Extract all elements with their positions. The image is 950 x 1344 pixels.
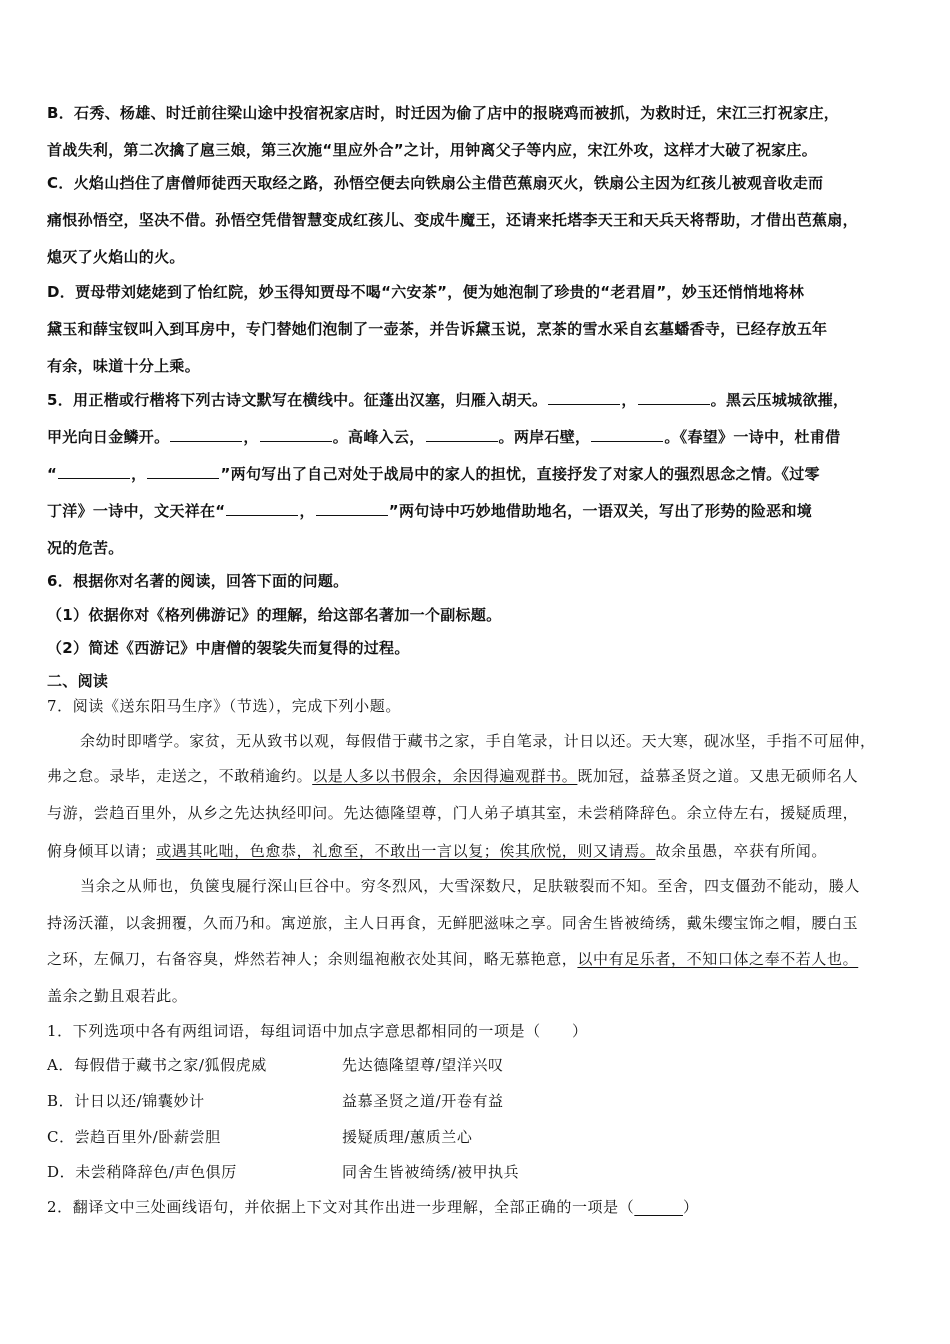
- sub1-option-c-left[interactable]: C．尝趋百里外/卧薪尝胆: [47, 1128, 221, 1146]
- sub2-stem: 2．翻译文中三处画线语句，并依据上下文对其作出进一步理解，全部正确的一项是（______）: [47, 1198, 699, 1216]
- q5-line4: 丁洋》一诗中，文天祥在“ ， ”两句诗中巧妙地借助地名，一语双关，写出了形势的险恶和境: [47, 502, 813, 520]
- sub1-option-a-left[interactable]: A．每假借于藏书之家/狐假虎威: [47, 1056, 267, 1074]
- passage-p1-line2: 弗之怠。录毕，走送之，不敢稍逾约。以是人多以书假余，余因得遍观群书。既加冠，益慕圣贤之道。又患无硕师名人: [47, 767, 859, 785]
- answer-blank[interactable]: [170, 427, 242, 442]
- q4-option-d-line3: 有余，味道十分上乘。: [47, 357, 201, 375]
- answer-blank[interactable]: [316, 501, 388, 516]
- option-label: B: [47, 104, 59, 122]
- underlined-sentence-1: 以是人多以书假余，余因得遍观群书。: [312, 767, 578, 785]
- section-heading: 二、阅读: [47, 672, 109, 690]
- q5-line1: 5．用正楷或行楷将下列古诗文默写在横线中。征蓬出汉塞，归雁入胡天。 ， 。黑云压城城欲摧，: [47, 391, 849, 409]
- answer-blank[interactable]: [147, 464, 219, 479]
- underlined-sentence-2: 或遇其叱咄，色愈恭，礼愈至，不敢出一言以复；俟其欣悦，则又请焉。: [156, 842, 656, 860]
- q4-option-c-line3: 熄灭了火焰山的火。: [47, 248, 185, 266]
- q7-title: 7．阅读《送东阳马生序》（节选），完成下列小题。: [47, 697, 401, 715]
- answer-blank[interactable]: [638, 390, 710, 405]
- sub1-option-a-right: 先达德隆望尊/望洋兴叹: [342, 1056, 504, 1074]
- passage-p1-line1: 余幼时即嗜学。家贫，无从致书以观，每假借于藏书之家，手自笔录，计日以还。天大寒，砚冰坚，手指不可屈伸，: [80, 732, 876, 750]
- passage-p1-line4: 俯身倾耳以请；或遇其叱咄，色愈恭，礼愈至，不敢出一言以复；俟其欣悦，则又请焉。故余虽愚，卒获有所闻。: [47, 842, 828, 860]
- q4-option-c-line1: C．火焰山挡住了唐僧师徒西天取经之路，孙悟空便去向铁扇公主借芭蕉扇灭火，铁扇公主因为红孩儿被观音收走而: [47, 174, 824, 192]
- q6-title: 6．根据你对名著的阅读，回答下面的问题。: [47, 572, 349, 590]
- option-label: D: [47, 283, 60, 301]
- sub1-option-b-left[interactable]: B．计日以还/锦囊妙计: [47, 1092, 205, 1110]
- passage-p1-line3: 与游，尝趋百里外，从乡之先达执经叩问。先达德隆望尊，门人弟子填其室，未尝稍降辞色。余立侍左右，援疑质理，: [47, 804, 859, 822]
- sub1-option-b-right: 益慕圣贤之道/开卷有益: [342, 1092, 504, 1110]
- sub1-option-c-right: 援疑质理/蕙质兰心: [342, 1128, 473, 1146]
- passage-p2-line4: 盖余之勤且艰若此。: [47, 987, 188, 1005]
- passage-p2-line2: 持汤沃灌，以衾拥覆，久而乃和。寓逆旅，主人日再食，无鲜肥滋味之享。同舍生皆被绮绣，戴朱缨宝饰之帽，腰白玉: [47, 914, 859, 932]
- passage-p2-line3: 之环，左佩刀，右备容臭，烨然若神人；余则缊袍敝衣处其间，略无慕艳意，以中有足乐者，不知口体之奉不若人也。: [47, 950, 859, 968]
- answer-blank[interactable]: [226, 501, 298, 516]
- q4-option-b-line1: B．石秀、杨雄、时迁前往梁山途中投宿祝家店时，时迁因为偷了店中的报晓鸡而被抓，为救时迁，宋江三打祝家庄，: [47, 104, 840, 122]
- q4-option-c-line2: 痛恨孙悟空，坚决不借。孙悟空凭借智慧变成红孩儿、变成牛魔王，还请来托塔李天王和天兵天将帮助，才借出芭蕉扇，: [47, 211, 858, 229]
- sub1-option-d-right: 同舍生皆被绮绣/被甲执兵: [342, 1163, 520, 1181]
- answer-blank[interactable]: [260, 427, 332, 442]
- passage-p2-line1: 当余之从师也，负箧曳屣行深山巨谷中。穷冬烈风，大雪深数尺，足肤皲裂而不知。至舍，四支僵劲不能动，媵人: [80, 877, 861, 895]
- q6-part1: （1）依据你对《格列佛游记》的理解，给这部名著加一个副标题。: [47, 606, 502, 624]
- q4-option-b-line2: 首战失利，第二次擒了扈三娘，第三次施“里应外合”之计，用钟离父子等内应，宋江外攻，这样才大破了祝家庄。: [47, 141, 818, 159]
- q4-option-d-line1: D．贾母带刘姥姥到了怡红院，妙玉得知贾母不喝“六安茶”，便为她泡制了珍贵的“老君眉”，妙玉还悄悄地将林: [47, 283, 805, 301]
- q4-option-d-line2: 黛玉和薛宝钗叫入到耳房中，专门替她们泡制了一壶茶，并告诉黛玉说，烹茶的雪水采自玄墓蟠香寺，已经存放五年: [47, 320, 828, 338]
- sub1-option-d-left[interactable]: D．未尝稍降辞色/声色俱厉: [47, 1163, 237, 1181]
- answer-blank[interactable]: [591, 427, 663, 442]
- q6-part2: （2）简述《西游记》中唐僧的袈裟失而复得的过程。: [47, 639, 410, 657]
- answer-blank[interactable]: [426, 427, 498, 442]
- q5-line2: 甲光向日金鳞开。 ， 。高峰入云， 。两岸石壁， 。《春望》一诗中，杜甫借: [47, 428, 841, 446]
- answer-blank[interactable]: ______: [634, 1198, 683, 1216]
- option-label: C: [47, 174, 59, 192]
- q5-line5: 况的危苦。: [47, 539, 124, 557]
- underlined-sentence-3: 以中有足乐者，不知口体之奉不若人也。: [577, 950, 859, 968]
- q5-line3: “ ， ”两句写出了自己对处于战局中的家人的担忧，直接抒发了对家人的强烈思念之情。《过零: [47, 465, 820, 483]
- sub1-stem: 1．下列选项中各有两组词语，每组词语中加点字意思都相同的一项是（ ）: [47, 1022, 588, 1040]
- answer-blank[interactable]: [548, 390, 620, 405]
- answer-blank[interactable]: [58, 464, 130, 479]
